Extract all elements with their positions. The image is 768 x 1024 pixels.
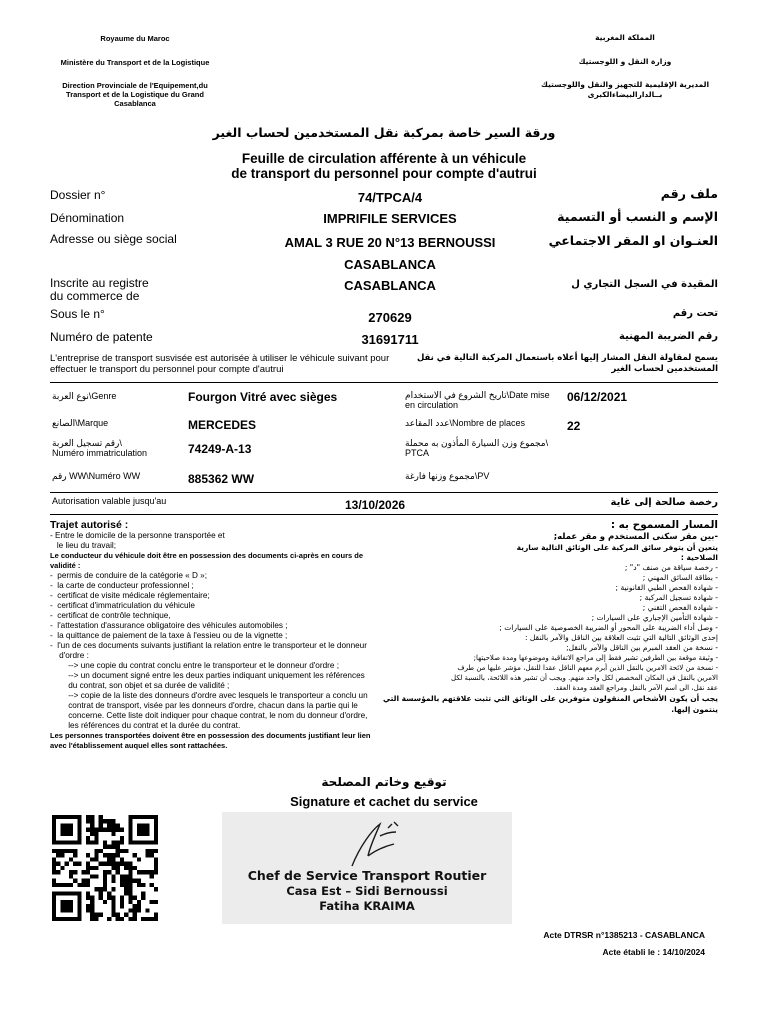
list-item: --> une copie du contrat conclu entre le transporteur et le donneur d'ordre ;	[50, 661, 339, 670]
ww-value: 885362 WW	[188, 472, 255, 486]
places-label: عدد المقاعد\Nombre de places	[405, 418, 525, 428]
ptca-label-ar: مجموع وزن السيارة المأذون به محملة\	[405, 438, 549, 448]
list-item: concerne. Cette liste doit indiquer pour chaque contrat, le nom du donneur d'ordre,	[50, 711, 368, 720]
ptca-label-fr: PTCA	[405, 448, 430, 458]
marque-value: MERCEDES	[188, 418, 257, 432]
list-item: --> un document signé entre les deux parties indiquant uniquement les références	[50, 671, 365, 680]
header-direction-fr-1: Direction Provinciale de l'Equipement,du	[62, 81, 208, 90]
date-label: تاريخ الشروع في الاستخدام\Date mise en circulation	[405, 390, 550, 410]
personnes-fr-1: Les personnes transportées doivent être en possession des documents justifiant leur lien	[50, 731, 371, 740]
registre-label	[50, 277, 149, 303]
registre-label-line2: du commerce de	[50, 289, 140, 303]
address-value-line2: CASABLANCA	[344, 257, 436, 272]
list-item: - certificat d'immatriculation du véhicule	[50, 601, 195, 610]
conducteur-fr-1: Le conducteur du véhicule doit être en possession des documents ci-après en cours de	[50, 551, 363, 560]
sous-value: 270629	[368, 310, 412, 325]
list-item: - شهادة الفحص الطبي القانونية ;	[615, 583, 718, 592]
dossier-label: Dossier n°	[50, 188, 106, 202]
immat-label-fr: Numéro immatriculation	[52, 448, 148, 458]
divider-top	[50, 382, 718, 383]
header-kingdom-ar: المملكة المغربية	[595, 33, 655, 42]
list-item: - permis de conduire de la catégorie « D »;	[50, 571, 208, 580]
list-item: contrat de transport, visée par les donneurs d'ordre, chacun dans la partie qui le	[50, 701, 358, 710]
stamp-line-2: Casa Est – Sidi Bernoussi	[286, 884, 448, 898]
denomination-label-ar: الإسم و النسب أو التسمية	[557, 209, 718, 224]
authorization-ar: يسمح لمقاولة النقل المشار إليها أعلاه باستعمال المركبة التالية في نقل المستخدمين لحساب الغير	[416, 353, 718, 374]
list-item: - نسخة من العقد المبرم بين الناقل والآمر بالنقل;	[566, 643, 718, 652]
list-item: - وصل أداء الضريبة على المحور أو الضريبة الخصوصية على السيارات ;	[499, 623, 718, 632]
list-item: - وثيقة موقعة بين الطرفين تشير فقط إلى مراجع الاتفاقية وموضوعها ومدة صلاحيتها;	[473, 654, 718, 662]
list-item: - نسخة من لائحة الامرين بالنقل الذين أبرم معهم الناقل عقدا للنقل، مؤشر عليها من طرف	[457, 664, 718, 672]
header-kingdom-fr: Royaume du Maroc	[100, 34, 170, 43]
divider-bottom	[50, 514, 718, 515]
list-item: - certificat de contrôle technique,	[50, 611, 171, 620]
sous-label-ar: تحت رقم	[672, 308, 718, 319]
header-ministry-ar: وزارة النقل و اللوجستيك	[578, 57, 672, 66]
divider-middle	[50, 492, 718, 493]
dossier-value: 74/TPCA/4	[357, 190, 423, 205]
trajet-ar	[382, 519, 718, 715]
title-french-line2: de transport du personnel pour compte d'autrui	[231, 166, 537, 181]
denomination-value: IMPRIFILE SERVICES	[323, 211, 457, 226]
list-item: - certificat de visite médicale réglementaire;	[50, 591, 210, 600]
ptca-label	[405, 438, 548, 458]
list-item: du contrat, son objet et sa durée de validité ;	[50, 681, 230, 690]
trajet-fr	[50, 519, 400, 751]
list-item: - شهادة الفحص التقني ;	[642, 603, 718, 612]
trajet-title-fr: Trajet autorisé :	[50, 519, 129, 531]
acte-number: Acte DTRSR n°1385213 - CASABLANCA	[543, 930, 705, 940]
header-direction-fr-3: Casablanca	[114, 99, 156, 108]
genre-value: Fourgon Vitré avec sièges	[188, 390, 338, 404]
patente-value: 31691711	[361, 332, 419, 347]
list-item: - شهادة التأمين الإجباري على السيارات ;	[591, 613, 718, 622]
marque-label: الصانع\Marque	[52, 418, 109, 428]
address-value-line1: AMAL 3 RUE 20 N°13 BERNOUSSI	[284, 235, 496, 250]
list-item: - la carte de conducteur professionnel ;	[50, 581, 194, 590]
header-direction-ar-2: بــالدارالبيضاءالكبرى	[587, 90, 663, 99]
registre-label-ar: المقيدة في السجل التجاري ل	[571, 279, 718, 290]
trajet-route-ar: -بين مقر سكنى المستخدم و مقر عمله;	[553, 532, 718, 542]
authorization-fr: L'entreprise de transport susvisée est autorisée à utiliser le véhicule suivant pour effectuer le transport du personnel pour compte d'autrui	[50, 353, 390, 375]
ww-label: رقم WW\Numéro WW	[52, 471, 141, 481]
list-item: - رخصة سياقة من صنف "د" ;	[624, 563, 718, 572]
address-label: Adresse ou siège social	[50, 232, 177, 246]
immat-value: 74249-A-13	[188, 442, 252, 456]
registre-value: CASABLANCA	[344, 278, 436, 293]
stamp-line-1: Chef de Service Transport Routier	[247, 868, 487, 883]
patente-label: Numéro de patente	[50, 330, 153, 344]
signature-scribble	[332, 816, 422, 872]
list-item: - la quittance de paiement de la taxe à l'essieu ou de la vignette ;	[50, 631, 288, 640]
list-item: - شهادة تسجيل المركبة ;	[639, 593, 718, 602]
immat-label-ar: رقم تسجيل العربة\	[52, 438, 122, 448]
patente-label-ar: رقم الضريبة المهنية	[619, 331, 718, 342]
dossier-label-ar: ملف رقم	[660, 186, 718, 201]
list-item: الامرين بالنقل في المكان المخصص لكل واحد منهم. ويجب أن تشير هذه اللائحة، بالنسبة لكل	[451, 674, 718, 682]
title-french-line1: Feuille de circulation afférente à un véhicule	[241, 151, 527, 166]
places-value: 22	[567, 419, 581, 433]
personnes-fr-2: avec l'établissement auquel elles sont rattachées.	[50, 741, 228, 750]
list-item: d'ordre :	[50, 651, 89, 660]
qr-code	[52, 815, 158, 921]
trajet-route-fr-2: le lieu du travail;	[50, 541, 116, 550]
list-item: إحدى الوثائق التالية التي تثبت العلاقة بين الناقل والآمر بالنقل :	[524, 633, 718, 642]
list-item: --> copie de la liste des donneurs d'ordre avec lesquels le transporteur a conclu un	[50, 691, 368, 700]
personnes-ar-1: يجب أن يكون الأشخاص المنقولون متوفرين على الوثائق التي تثبت علاقتهم بالمؤسسة التي	[382, 694, 718, 703]
header-left	[40, 34, 230, 108]
list-item: - l'attestation d'assurance obligatoire des véhicules automobiles ;	[50, 621, 288, 630]
denomination-label: Dénomination	[50, 211, 125, 225]
conducteur-ar-2: الصلاحية :	[680, 553, 718, 562]
list-item: - بطاقة السائق المهني ;	[642, 573, 718, 582]
header-right	[530, 33, 720, 100]
trajet-route-fr-1: - Entre le domicile de la personne transportée et	[50, 531, 225, 540]
signature-title-fr: Signature et cachet du service	[290, 794, 478, 809]
genre-label: نوع العربة\Genre	[52, 391, 117, 401]
sous-label: Sous le n°	[50, 307, 105, 321]
header-direction-fr-2: Transport et de la Logistique du Grand	[66, 90, 204, 99]
registre-label-line1: Inscrite au registre	[50, 276, 149, 290]
list-item: عقد نقل، الى اسم الآمر بالنقل ومراجع العقد ومدة العقد.	[553, 684, 718, 692]
service-stamp	[222, 812, 512, 924]
validity-label-ar: رخصة صالحة إلى غاية	[610, 497, 718, 508]
list-item: - l'un de ces documents suivants justifiant la relation entre le transporteur et le donneur	[50, 641, 367, 650]
validity-label: Autorisation valable jusqu'au	[52, 496, 167, 506]
header-ministry-fr: Ministère du Transport et de la Logistique	[60, 58, 210, 67]
title-arabic: ورقة السير خاصة بمركبة نقل المستخدمين لحساب الغير	[212, 125, 556, 140]
documents-list-fr	[50, 571, 400, 731]
pv-label: مجموع وزنها فارغة\PV	[405, 471, 490, 481]
documents-list-ar	[410, 563, 718, 693]
conducteur-fr-2: validité :	[50, 561, 81, 570]
stamp-line-3: Fatiha KRAIMA	[319, 899, 415, 913]
title-french	[184, 151, 584, 181]
conducteur-ar-1: يتعين أن يتوفر سائق المركبة على الوثائق التالية سارية	[516, 543, 718, 552]
date-value: 06/12/2021	[567, 390, 628, 404]
immat-label	[52, 438, 147, 458]
address-label-ar: العنـوان او المقر الاجتماعي	[548, 233, 718, 248]
signature-title-ar: توقيع وخاتم المصلحة	[321, 775, 447, 789]
header-direction-ar-1: المديرية الإقليمية للتجهيز والنقل واللوجستيك	[540, 80, 710, 89]
trajet-title-ar: المسار المسموح به :	[610, 519, 718, 531]
validity-value: 13/10/2026	[345, 498, 406, 512]
list-item: les références du contrat et la durée du contrat.	[50, 721, 241, 730]
personnes-ar-2: ينتمون إليها.	[671, 705, 718, 714]
acte-date: Acte établi le : 14/10/2024	[602, 947, 705, 957]
